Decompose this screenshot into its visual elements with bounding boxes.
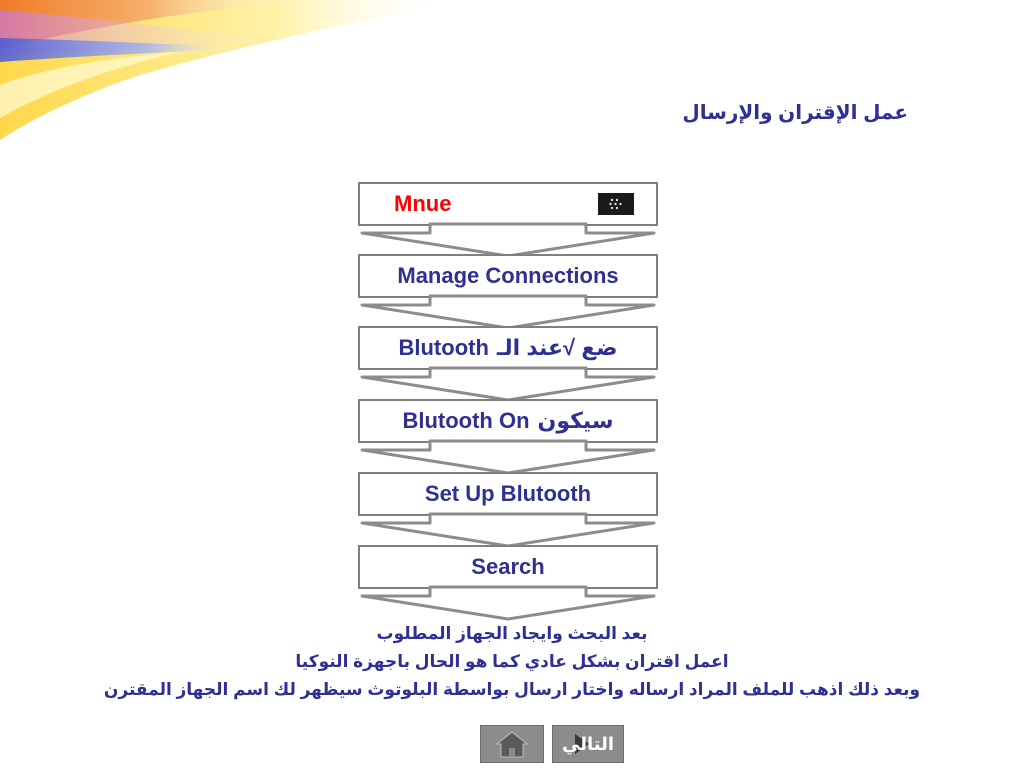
arrow-down-5 [362,514,654,548]
home-button[interactable] [480,725,544,763]
step-search [358,545,658,589]
step-manage-connections [358,254,658,298]
search-label: Search [471,554,545,579]
check-bluetooth-en: Blutooth [398,335,489,360]
instruction-line-3: وبعد ذلك اذهب للملف المراد ارساله واختار ارسال بواسطة البلوتوث سيظهر لك اسم الجهاز المقترن [103,680,921,699]
instructions-block [0,620,1024,704]
arrow-down-3 [362,368,654,402]
manage-connections-label: Manage Connections [397,263,619,288]
check-bluetooth-ar: ضع √عند الـ [496,335,618,360]
step-check-bluetooth [358,326,658,370]
menu-label: Mnue [394,191,452,216]
step-setup-bluetooth [358,472,658,516]
arrow-down-6 [362,587,654,621]
bluetooth-on-en: Blutooth On [402,408,530,433]
instruction-line-1: بعد البحث وايجاد الجهاز المطلوب [376,624,648,643]
setup-bluetooth-label: Set Up Blutooth [424,481,592,506]
next-button[interactable] [552,725,624,763]
bluetooth-on-ar: سيكون [537,408,614,433]
step-bluetooth-on [358,399,658,443]
home-icon [495,730,529,758]
page-title: عمل الإقتران والإرسال [682,102,908,124]
arrow-down-4 [362,441,654,475]
instruction-line-2: اعمل اقتران بشكل عادي كما هو الحال باجهزة النوكيا [295,652,729,671]
step-menu-box [358,182,658,226]
next-button-label: التالي [562,733,615,754]
blackberry-key-icon [598,193,634,215]
arrow-down-2 [362,296,654,330]
arrow-down-1 [362,224,654,258]
decorative-swoosh [0,0,460,150]
